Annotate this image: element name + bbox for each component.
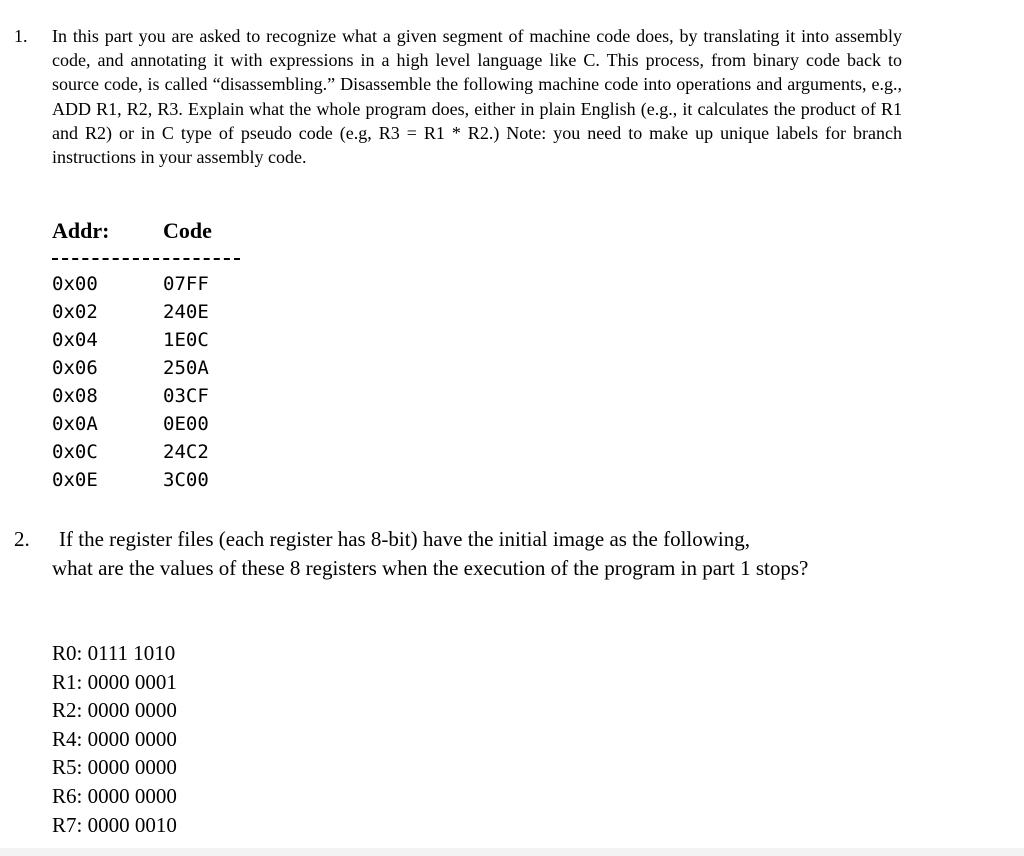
register-line [52, 753, 177, 782]
address-cell: 0x04 [52, 329, 98, 351]
register-name: R1: [52, 669, 83, 694]
address-cell: 0x06 [52, 357, 98, 379]
register-name: R7: [52, 812, 83, 837]
address-cell: 0x08 [52, 385, 98, 407]
register-line [52, 725, 177, 754]
addr-column-header: Addr: [52, 218, 110, 243]
register-value: 0000 0000 [87, 698, 177, 723]
question-1-number: 1. [14, 26, 28, 46]
register-name: R6: [52, 783, 83, 808]
register-line [52, 696, 177, 725]
code-cell: 240E [163, 301, 209, 323]
address-cell: 0x0A [52, 413, 98, 435]
register-line [52, 811, 177, 840]
register-name: R5: [52, 755, 83, 780]
register-name: R0: [52, 641, 83, 665]
code-cell: 250A [163, 357, 209, 379]
register-value: 0000 0000 [87, 783, 177, 808]
code-cell: 07FF [163, 273, 209, 295]
register-line [52, 668, 177, 697]
register-value: 0000 0000 [87, 755, 177, 780]
code-cell: 1E0C [163, 329, 209, 351]
code-cell: 03CF [163, 385, 209, 407]
code-cell: 0E00 [163, 413, 209, 435]
address-cell: 0x02 [52, 301, 98, 323]
register-value: 0000 0001 [87, 669, 177, 694]
register-name: R2: [52, 698, 83, 723]
register-name: R4: [52, 726, 83, 751]
register-list [52, 639, 177, 839]
question-2-continuation: what are the values of these 8 registers when the execution of the program in part 1 stops? [52, 555, 809, 580]
code-column-header: Code [163, 218, 212, 243]
address-cell: 0x0E [52, 469, 98, 491]
code-cell: 3C00 [163, 469, 209, 491]
code-cell: 24C2 [163, 441, 209, 463]
register-line [52, 639, 177, 668]
page-bottom-edge [0, 848, 1024, 856]
register-value: 0000 0010 [87, 812, 177, 837]
address-cell: 0x00 [52, 273, 98, 295]
register-value: 0111 1010 [87, 641, 176, 665]
question-1-text: In this part you are asked to recognize what a given segment of machine code does, by translating it into assembly code, and annotating it with expressions in a high level language like C. This process, from binary code back to source code, is called “disassembling.” Disassemble the following machine code into operations and arguments, e.g., ADD R1, R2, R3. Explain what the whole program does, either in plain English (e.g., it calculates the product of R1 and R2) or in C type of pseudo code (e.g, R3 = R1 * R2.) Note: you need to make up unique labels for branch instructions in your assembly code. [52, 26, 902, 168]
dashed-divider [52, 258, 240, 260]
question-2-first-line: If the register files (each register has 8-bit) have the initial image as the following, [59, 527, 751, 551]
address-cell: 0x0C [52, 441, 98, 463]
question-2-number: 2. [14, 527, 30, 551]
register-line [52, 782, 177, 811]
register-value: 0000 0000 [87, 726, 177, 751]
question-2-text [52, 525, 892, 582]
